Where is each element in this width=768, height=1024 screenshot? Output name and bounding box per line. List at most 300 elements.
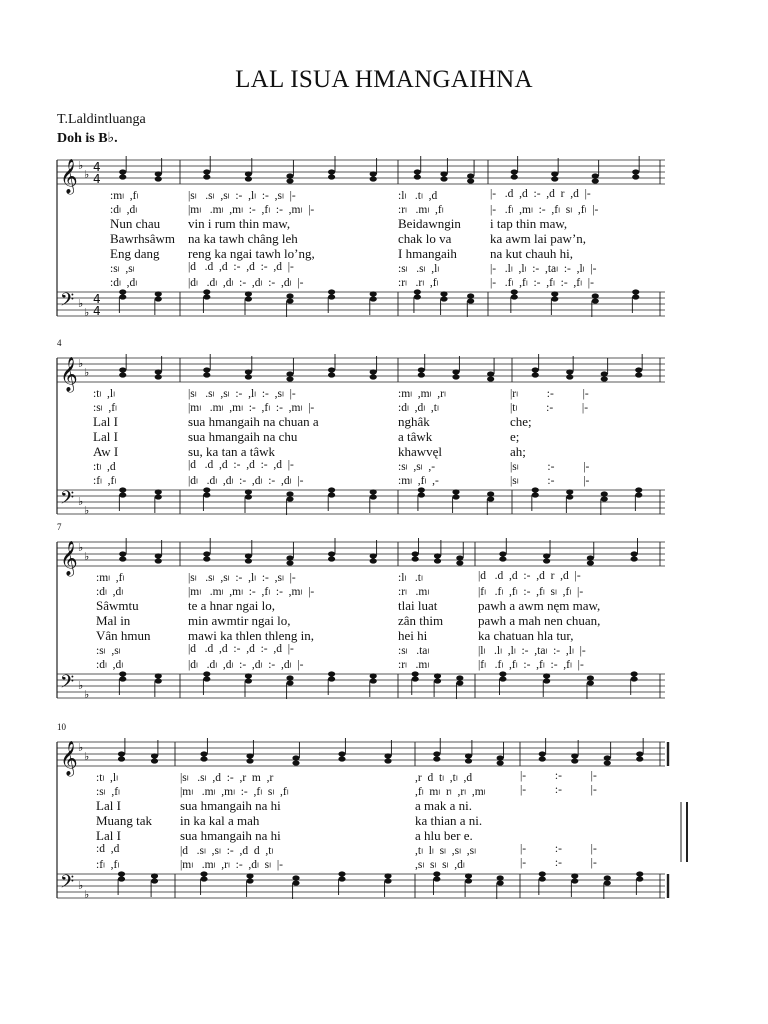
measure-number: 4 <box>57 338 62 348</box>
note-head <box>328 289 335 294</box>
note-head <box>467 293 474 298</box>
note-head <box>245 494 252 499</box>
note-head <box>328 174 335 179</box>
note-head <box>292 760 299 765</box>
note-head <box>119 372 126 377</box>
note-head <box>203 289 210 294</box>
tenor-solfa-cell: |d .d ,d :- ,d :- ,d |- <box>188 643 294 655</box>
lyric-verse-2: ka thian a ni. <box>415 813 483 828</box>
note-head <box>434 673 441 678</box>
note-head <box>119 556 126 561</box>
tenor-solfa-cell: :sₗ ,sₗ <box>110 263 135 275</box>
note-head <box>119 289 126 294</box>
alto-solfa-cell: |mₗ .mₗ ,mₗ :- ,fₗ :- ,mₗ |- <box>188 402 315 414</box>
note-head <box>511 294 518 299</box>
note-head <box>543 673 550 678</box>
bass-solfa-cell: |dₗ .dₗ ,dₗ :- ,dₗ :- ,dₗ |- <box>188 277 304 289</box>
note-head <box>631 671 638 676</box>
lyric-verse-3: khawvęl <box>398 444 443 459</box>
note-head <box>412 676 419 681</box>
note-head <box>245 171 252 176</box>
alto-solfa-cell: :dₗ ,dₗ <box>110 204 138 216</box>
lyric-verse-3: ka chatuan hla tur, <box>478 628 574 643</box>
note-head <box>601 376 608 381</box>
flat-icon: ♭ <box>78 879 84 892</box>
tenor-solfa-cell: |d .sₗ ,sₗ :- ,d d ,tₗ <box>180 845 274 857</box>
note-head <box>246 873 253 878</box>
note-head <box>499 671 506 676</box>
lyric-verse-1: vin i rum thin maw, <box>188 216 291 231</box>
tenor-solfa-cell: :tₗ ,d <box>93 461 116 473</box>
note-head <box>539 756 546 761</box>
lyric-verse-3: na kut chauh hi, <box>490 246 574 261</box>
bass-solfa-cell: |dₗ .dₗ ,dₗ :- ,dₗ :- ,dₗ |- <box>188 475 304 487</box>
music-system <box>0 338 768 536</box>
note-head <box>497 755 504 760</box>
note-head <box>292 880 299 885</box>
soprano-solfa-cell: |d .d ,d :- ,d r ,d |- <box>478 570 581 582</box>
note-head <box>465 753 472 758</box>
note-head <box>370 489 377 494</box>
note-head <box>418 492 425 497</box>
note-head <box>631 676 638 681</box>
alto-solfa-cell: |- :- |- <box>520 784 597 796</box>
flat-icon: ♭ <box>78 541 84 554</box>
note-head <box>328 487 335 492</box>
note-head <box>203 671 210 676</box>
note-head <box>604 755 611 760</box>
note-head <box>601 371 608 376</box>
alto-solfa-cell: |- .fₗ ,mₗ :- ,fₗ sₗ ,fₗ |- <box>490 204 599 216</box>
lyric-verse-2: min awmtir ngai lo, <box>188 613 291 628</box>
note-head <box>551 296 558 301</box>
soprano-solfa-cell: ,r d tₗ ,tₗ ,d <box>415 772 473 784</box>
note-head <box>592 293 599 298</box>
note-head <box>543 553 550 558</box>
note-head <box>418 487 425 492</box>
note-head <box>412 671 419 676</box>
tenor-solfa-cell: :d ,d <box>96 843 120 855</box>
note-head <box>566 489 573 494</box>
lyric-verse-3: Aw I <box>93 444 119 459</box>
note-head <box>452 494 459 499</box>
alto-solfa-cell: :dₗ ,dₗ <box>96 586 124 598</box>
lyric-verse-2: Muang tak <box>96 813 152 828</box>
note-head <box>328 676 335 681</box>
note-head <box>418 372 425 377</box>
note-head <box>452 489 459 494</box>
note-head <box>155 369 162 374</box>
note-head <box>631 556 638 561</box>
note-head <box>203 372 210 377</box>
soprano-solfa-cell: :lₗ .tₗ <box>398 572 423 584</box>
time-signature-top: 4 <box>93 292 101 306</box>
note-head <box>601 491 608 496</box>
note-head <box>203 367 210 372</box>
lyric-verse-1: Beidawngin <box>398 216 461 231</box>
tenor-solfa-cell: :sₗ .sₗ ,lₗ <box>398 263 440 275</box>
note-head <box>155 494 162 499</box>
note-head <box>119 676 126 681</box>
tenor-solfa-cell: |- .lₗ ,lₗ :- ,taₗ :- ,lₗ |- <box>490 263 597 275</box>
treble-clef-icon: 𝄞 <box>60 159 78 194</box>
note-head <box>200 876 207 881</box>
treble-clef-icon: 𝄞 <box>60 541 78 576</box>
treble-clef-icon: 𝄞 <box>60 357 78 392</box>
note-head <box>245 553 252 558</box>
note-head <box>487 371 494 376</box>
note-head <box>246 758 253 763</box>
note-head <box>571 758 578 763</box>
note-head <box>338 751 345 756</box>
note-head <box>370 176 377 181</box>
note-head <box>155 291 162 296</box>
note-head <box>286 371 293 376</box>
note-head <box>328 556 335 561</box>
note-head <box>465 878 472 883</box>
flat-icon: ♭ <box>78 495 84 508</box>
bass-solfa-cell: :fₗ ,fₗ <box>96 859 120 871</box>
alto-solfa-cell: |mₗ .mₗ ,mₗ :- ,fₗ :- ,mₗ |- <box>188 204 315 216</box>
note-head <box>636 871 643 876</box>
composer-name: T.Laldintluanga <box>57 112 146 127</box>
bass-clef-icon: 𝄢 <box>60 488 75 513</box>
note-head <box>539 751 546 756</box>
note-head <box>203 676 210 681</box>
note-head <box>440 171 447 176</box>
note-head <box>328 169 335 174</box>
alto-solfa-cell: |mₗ .mₗ ,mₗ :- ,fₗ sₗ ,fₗ <box>180 786 289 798</box>
bass-solfa-cell: :mₗ ,fₗ ,- <box>398 475 439 487</box>
note-head <box>286 376 293 381</box>
note-head <box>433 871 440 876</box>
note-head <box>155 296 162 301</box>
measure-number: 7 <box>57 522 62 532</box>
note-head <box>452 369 459 374</box>
lyric-verse-1: i tap thin maw, <box>490 216 568 231</box>
note-head <box>414 289 421 294</box>
note-head <box>292 875 299 880</box>
note-head <box>635 492 642 497</box>
lyric-verse-1: sua hmangaih na hi <box>180 798 281 813</box>
note-head <box>370 374 377 379</box>
note-head <box>200 751 207 756</box>
note-head <box>155 171 162 176</box>
note-head <box>433 751 440 756</box>
bass-clef-icon: 𝄢 <box>60 872 75 897</box>
note-head <box>604 875 611 880</box>
note-head <box>566 369 573 374</box>
note-head <box>286 293 293 298</box>
bass-solfa-cell: |- .fₗ ,fₗ :- ,fₗ :- ,fₗ |- <box>490 277 594 289</box>
tenor-solfa-cell: |sₗ :- |- <box>510 461 590 473</box>
note-head <box>119 367 126 372</box>
tenor-solfa-cell: :sₗ ,sₗ ,- <box>398 461 436 473</box>
note-head <box>203 174 210 179</box>
note-head <box>200 871 207 876</box>
bass-clef-icon: 𝄢 <box>60 672 75 697</box>
lyric-verse-1: Lal I <box>93 414 118 429</box>
note-head <box>414 169 421 174</box>
note-head <box>245 673 252 678</box>
note-head <box>200 756 207 761</box>
note-head <box>203 556 210 561</box>
note-head <box>636 751 643 756</box>
soprano-solfa-cell: :tₗ ,lₗ <box>93 388 116 400</box>
note-head <box>467 298 474 303</box>
note-head <box>632 294 639 299</box>
note-head <box>370 673 377 678</box>
lyric-verse-2: ka awm lai paw’n, <box>490 231 587 246</box>
note-head <box>246 753 253 758</box>
note-head <box>566 494 573 499</box>
lyric-verse-1: tlai luat <box>398 598 438 613</box>
note-head <box>155 176 162 181</box>
note-head <box>604 880 611 885</box>
note-head <box>286 178 293 183</box>
note-head <box>384 753 391 758</box>
note-head <box>151 753 158 758</box>
note-head <box>370 494 377 499</box>
note-head <box>155 678 162 683</box>
alto-solfa-cell: |fₗ .fₗ ,fₗ :- ,fₗ sₗ ,fₗ |- <box>478 586 584 598</box>
soprano-solfa-cell: |sₗ .sₗ ,d :- ,r m ,r <box>180 772 274 784</box>
alto-solfa-cell: :rₗ .mₗ ,fₗ <box>398 204 444 216</box>
tenor-solfa-cell: ,tₗ lₗ sₗ ,sₗ ,sₗ <box>415 845 476 857</box>
note-head <box>118 876 125 881</box>
lyric-verse-1: sua hmangaih na chuan a <box>188 414 319 429</box>
bass-clef-icon: 𝄢 <box>60 290 75 315</box>
note-head <box>487 491 494 496</box>
lyric-verse-1: pawh a awm nęm maw, <box>478 598 601 613</box>
lyric-verse-1: Sâwmtu <box>96 598 139 613</box>
note-head <box>543 558 550 563</box>
key-signature-text: Doh is B♭. <box>57 131 118 146</box>
note-head <box>155 558 162 563</box>
note-head <box>286 298 293 303</box>
note-head <box>433 756 440 761</box>
note-head <box>592 173 599 178</box>
note-head <box>203 294 210 299</box>
tenor-solfa-cell: |lₗ .lₗ ,lₗ :- ,taₗ :- ,lₗ |- <box>478 645 586 657</box>
note-head <box>511 169 518 174</box>
flat-icon: ♭ <box>78 679 84 692</box>
note-head <box>465 758 472 763</box>
note-head <box>499 676 506 681</box>
flat-icon: ♭ <box>78 297 84 310</box>
flat-icon: ♭ <box>84 306 90 319</box>
lyric-verse-3: I hmangaih <box>398 246 457 261</box>
time-signature-bottom: 4 <box>93 304 101 318</box>
note-head <box>119 487 126 492</box>
note-head <box>155 374 162 379</box>
note-head <box>370 678 377 683</box>
note-head <box>532 367 539 372</box>
note-head <box>370 296 377 301</box>
measure-number: 10 <box>57 722 66 732</box>
note-head <box>456 675 463 680</box>
bass-solfa-cell: :rₗ .rₗ ,fₗ <box>398 277 439 289</box>
note-head <box>245 176 252 181</box>
note-head <box>499 556 506 561</box>
note-head <box>440 296 447 301</box>
flat-icon: ♭ <box>84 504 90 517</box>
note-head <box>338 876 345 881</box>
soprano-solfa-cell: :mₗ ,mₗ ,rₗ <box>398 388 446 400</box>
note-head <box>465 873 472 878</box>
note-head <box>286 555 293 560</box>
note-head <box>467 178 474 183</box>
time-signature-bottom: 4 <box>93 172 101 186</box>
note-head <box>370 553 377 558</box>
song-title: LAL ISUA HMANGAIHNA <box>235 66 533 93</box>
note-head <box>632 174 639 179</box>
lyric-verse-1: che; <box>510 414 532 429</box>
note-head <box>635 372 642 377</box>
lyric-verse-1: Lal I <box>96 798 121 813</box>
note-head <box>632 289 639 294</box>
bass-solfa-cell: |- :- |- <box>520 857 597 869</box>
note-head <box>440 176 447 181</box>
note-head <box>328 294 335 299</box>
alto-solfa-cell: |tₗ :- |- <box>510 402 589 414</box>
note-head <box>384 758 391 763</box>
note-head <box>456 555 463 560</box>
note-head <box>118 871 125 876</box>
tenor-solfa-cell: :sₗ ,sₗ <box>96 645 121 657</box>
note-head <box>434 553 441 558</box>
time-signature-top: 4 <box>93 160 101 174</box>
note-head <box>551 291 558 296</box>
note-head <box>456 560 463 565</box>
lyric-verse-3: hei hi <box>398 628 428 643</box>
music-system <box>0 522 768 720</box>
lyric-verse-2: a tâwk <box>398 429 433 444</box>
bass-solfa-cell: |dₗ .dₗ ,dₗ :- ,dₗ :- ,dₗ |- <box>188 659 304 671</box>
lyric-verse-2: Lal I <box>93 429 118 444</box>
note-head <box>151 878 158 883</box>
note-head <box>338 871 345 876</box>
lyric-verse-2: chak lo va <box>398 231 452 246</box>
note-head <box>245 678 252 683</box>
bass-solfa-cell: :dₗ ,dₗ <box>96 659 124 671</box>
soprano-solfa-cell: :mₗ ,fₗ <box>110 190 139 202</box>
note-head <box>587 560 594 565</box>
note-head <box>328 671 335 676</box>
lyric-verse-2: pawh a mah nen chuan, <box>478 613 601 628</box>
note-head <box>601 496 608 501</box>
alto-solfa-cell: :sₗ ,fₗ <box>96 786 120 798</box>
note-head <box>412 556 419 561</box>
note-head <box>440 291 447 296</box>
note-head <box>286 491 293 496</box>
note-head <box>245 374 252 379</box>
flat-icon: ♭ <box>78 741 84 754</box>
note-head <box>414 174 421 179</box>
lyric-verse-1: nghâk <box>398 414 430 429</box>
lyric-verse-2: sua hmangaih na chu <box>188 429 298 444</box>
note-head <box>414 294 421 299</box>
note-head <box>203 487 210 492</box>
soprano-solfa-cell: :tₗ ,lₗ <box>96 772 119 784</box>
note-head <box>551 171 558 176</box>
lyric-verse-3: a hlu ber e. <box>415 828 473 843</box>
note-head <box>151 873 158 878</box>
note-head <box>245 558 252 563</box>
note-head <box>566 374 573 379</box>
lyric-verse-1: a mak a ni. <box>415 798 473 813</box>
alto-solfa-cell: :sₗ ,fₗ <box>93 402 117 414</box>
note-head <box>571 753 578 758</box>
note-head <box>155 553 162 558</box>
soprano-solfa-cell: :mₗ ,fₗ <box>96 572 125 584</box>
note-head <box>203 551 210 556</box>
note-head <box>118 751 125 756</box>
soprano-solfa-cell: |- :- |- <box>520 770 597 782</box>
note-head <box>245 489 252 494</box>
tenor-solfa-cell: :sₗ .taₗ <box>398 645 430 657</box>
note-head <box>151 758 158 763</box>
lyric-verse-2: zân thim <box>398 613 444 628</box>
soprano-solfa-cell: |sₗ .sₗ ,sₗ :- ,lₗ :- ,sₗ |- <box>188 190 296 202</box>
note-head <box>119 551 126 556</box>
lyric-verse-2: e; <box>510 429 520 444</box>
note-head <box>587 680 594 685</box>
note-head <box>543 678 550 683</box>
music-system <box>0 148 768 338</box>
alto-solfa-cell: |mₗ .mₗ ,mₗ :- ,fₗ :- ,mₗ |- <box>188 586 315 598</box>
soprano-solfa-cell: |- .d ,d :- ,d r ,d |- <box>490 188 591 200</box>
note-head <box>433 876 440 881</box>
note-head <box>370 369 377 374</box>
note-head <box>511 174 518 179</box>
note-head <box>487 496 494 501</box>
note-head <box>487 376 494 381</box>
note-head <box>119 294 126 299</box>
lyric-verse-2: na ka tawh châng leh <box>188 231 298 246</box>
alto-solfa-cell: :rₗ .mₗ <box>398 586 430 598</box>
lyric-verse-3: Vân hmun <box>96 628 151 643</box>
lyric-verse-3: su, ka tan a tâwk <box>188 444 276 459</box>
soprano-solfa-cell: |sₗ .sₗ ,sₗ :- ,lₗ :- ,sₗ |- <box>188 572 296 584</box>
note-head <box>551 176 558 181</box>
note-head <box>119 671 126 676</box>
lyric-verse-2: Bawrhsâwm <box>110 231 175 246</box>
lyric-verse-1: te a hnar ngai lo, <box>188 598 275 613</box>
note-head <box>452 374 459 379</box>
flat-icon: ♭ <box>84 366 90 379</box>
note-head <box>286 496 293 501</box>
flat-icon: ♭ <box>78 159 84 172</box>
bass-solfa-cell: ,sₗ sₗ sₗ ,dₗ <box>415 859 465 871</box>
music-system <box>0 722 768 920</box>
flat-icon: ♭ <box>84 888 90 901</box>
note-head <box>418 367 425 372</box>
lyric-verse-2: in ka kal a mah <box>180 813 260 828</box>
note-head <box>384 878 391 883</box>
note-head <box>412 551 419 556</box>
alto-solfa-cell: :dₗ ,dₗ ,tₗ <box>398 402 439 414</box>
note-head <box>286 680 293 685</box>
treble-clef-icon: 𝄞 <box>60 741 78 776</box>
lyric-verse-3: mawi ka thlen thleng in, <box>188 628 315 643</box>
note-head <box>338 756 345 761</box>
note-head <box>456 680 463 685</box>
lyric-verse-3: Eng dang <box>110 246 160 261</box>
flat-icon: ♭ <box>84 750 90 763</box>
flat-icon: ♭ <box>84 688 90 701</box>
note-head <box>370 171 377 176</box>
